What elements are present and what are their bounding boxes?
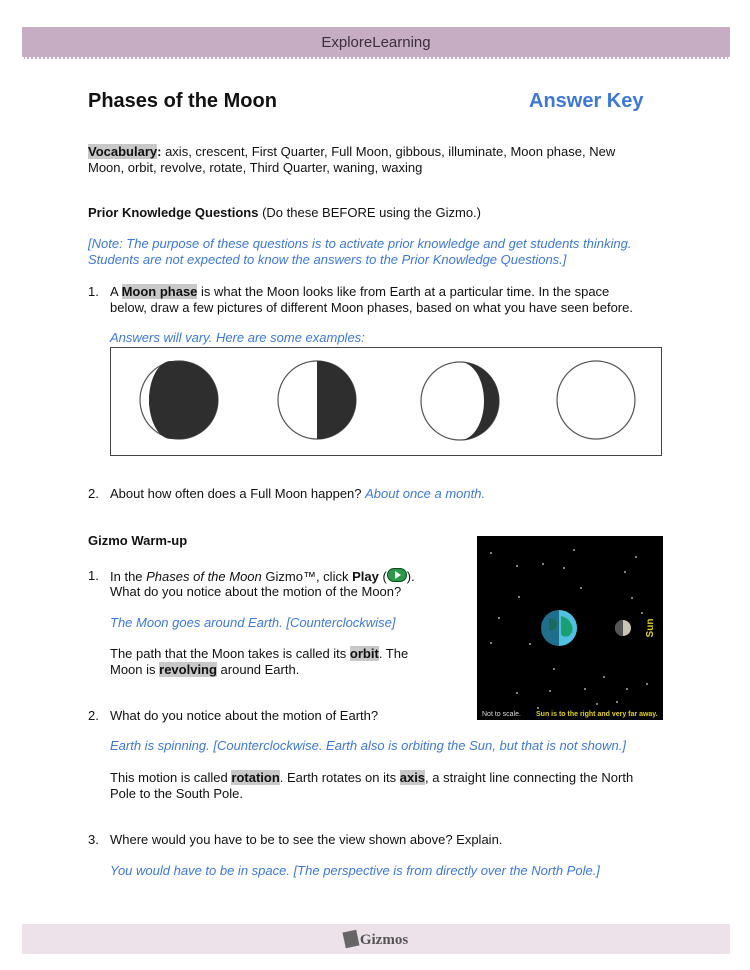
page-title: Phases of the Moon [88, 90, 277, 112]
note-line-1: [Note: The purpose of these questions is to activate prior knowledge and get students thinking. [88, 236, 632, 251]
w2-line-2: Pole to the South Pole. [110, 786, 243, 801]
footer-banner [22, 924, 730, 954]
sun-note-label: Sun is to the right and very far away. [536, 711, 658, 718]
explorelearning-logo: ExploreLearning [321, 34, 431, 51]
moon-waning-gibbous-icon [140, 361, 218, 439]
gizmo-space-image [477, 536, 663, 720]
gizmo-name: Phases of the Moon [146, 569, 262, 584]
t: . The [378, 646, 409, 661]
gizmos-logo-icon [342, 930, 359, 949]
w3-number: 3. [88, 832, 99, 847]
gizmos-logo [22, 931, 730, 949]
gizmos-logo-text: Gizmos [359, 932, 409, 948]
w1-revolving-line [110, 662, 299, 678]
t: A [110, 284, 122, 299]
answer-key-label: Answer Key [529, 90, 644, 112]
w2-number: 2. [88, 708, 99, 723]
play-label: Play [352, 569, 379, 584]
q2-line [110, 486, 485, 502]
subheading: (Do these BEFORE using the Gizmo.) [258, 205, 481, 220]
gizmo-warmup-heading: Gizmo Warm-up [88, 533, 188, 548]
w1-line-1 [110, 568, 415, 585]
t: This motion is called [110, 770, 232, 785]
note-line-2: Students are not expected to know the answers to the Prior Knowledge Questions.] [88, 252, 567, 267]
t: ( [378, 569, 387, 584]
w2-answer: Earth is spinning. [Counterclockwise. Earth also is orbiting the Sun, but that is not shown.] [110, 738, 626, 753]
w1-number: 1. [88, 568, 99, 583]
w2-rotation-line [110, 770, 633, 786]
sun-label: Sun [645, 618, 656, 638]
t: Moon is [110, 662, 160, 677]
vocabulary-line-2: Moon, orbit, revolve, rotate, Third Quarter, waning, waxing [88, 160, 423, 175]
orbit-term: orbit [349, 646, 379, 661]
moon-icon [615, 620, 631, 636]
not-to-scale-label: Not to scale. [482, 711, 521, 718]
moon-full-icon [557, 361, 635, 439]
t: Gizmo™, click [261, 569, 353, 584]
q2-number: 2. [88, 486, 99, 501]
q2-text: About how often does a Full Moon happen? [110, 486, 366, 501]
w2-question: What do you notice about the motion of Earth? [110, 708, 379, 723]
w1-answer: The Moon goes around Earth. [Counterclockwise] [110, 615, 396, 630]
space-scene-svg [477, 536, 663, 720]
colon: : [157, 144, 162, 159]
vocab-text: axis, crescent, First Quarter, Full Moon, gibbous, illuminate, Moon phase, New [161, 144, 616, 159]
header-banner [22, 27, 730, 59]
axis-term: axis [399, 770, 426, 785]
w1-line-2: What do you notice about the motion of the Moon? [110, 584, 402, 599]
t: . Earth rotates on its [279, 770, 400, 785]
revolving-term: revolving [159, 662, 217, 677]
q2-answer: About once a month. [365, 486, 486, 501]
heading: Prior Knowledge Questions [88, 205, 259, 220]
q1-number: 1. [88, 284, 99, 299]
w1-orbit-line [110, 646, 408, 662]
moon-phase-drawings [110, 347, 662, 456]
play-button-icon [387, 568, 407, 582]
moon-drawings-svg [111, 348, 661, 455]
t: around Earth. [216, 662, 300, 677]
prior-knowledge-heading [88, 205, 481, 221]
t: ). [406, 569, 415, 584]
t: In the [110, 569, 147, 584]
w3-question: Where would you have to be to see the view shown above? Explain. [110, 832, 503, 847]
w3-answer: You would have to be in space. [The perspective is from directly over the North Pole.] [110, 863, 600, 878]
t: is what the Moon looks like from Earth at a particular time. In the space [197, 284, 610, 299]
moon-phase-term: Moon phase [121, 284, 198, 299]
moon-crescent-icon [421, 362, 499, 440]
q1-answer: Answers will vary. Here are some examples: [110, 330, 365, 345]
q1-line-2: below, draw a few pictures of different Moon phases, based on what you have seen before. [110, 300, 633, 315]
rotation-term: rotation [231, 770, 280, 785]
vocabulary-line-1 [88, 144, 615, 160]
moon-first-quarter-icon [278, 361, 356, 439]
earth-icon [541, 610, 577, 646]
q1-line-1 [110, 284, 609, 300]
t: , a straight line connecting the North [425, 770, 634, 785]
t: The path that the Moon takes is called its [110, 646, 350, 661]
vocabulary-label: Vocabulary [88, 144, 158, 159]
